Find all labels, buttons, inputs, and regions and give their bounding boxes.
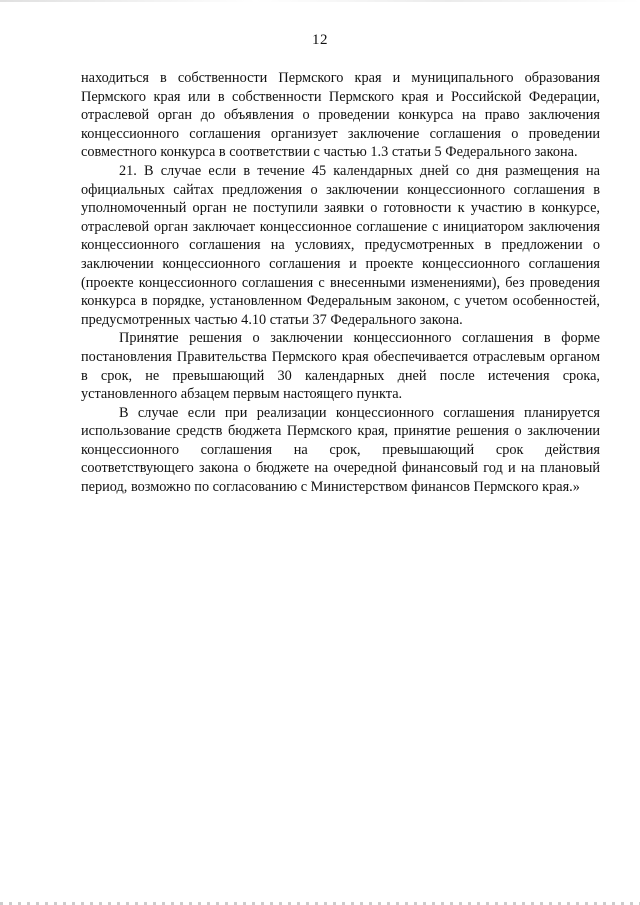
paragraph-decision: Принятие решения о заключении концессионного соглашения в форме постановления Правительства Пермского края обеспечивается отраслевым органом в срок, не превышающий 30 календарных дней после истечения срока, установленного абзацем первым настоящего пункта. (81, 330, 600, 403)
document-body (81, 69, 600, 497)
paragraph-budget: В случае если при реализации концессионного соглашения планируется использование средств бюджета Пермского края, принятие решения о заключении концессионного соглашения на срок, превышающий срок действия соответствующего закона о бюджете на очередной финансовый год и на плановый период, возможно по согласованию с Министерством финансов Пермского края.» (81, 404, 600, 496)
paragraph-item-21: 21. В случае если в течение 45 календарных дней со дня размещения на официальных сайтах предложения о заключении концессионного соглашения в уполномоченный орган не поступили заявки о готовности к участию в конкурсе, отраслевой орган заключает концессионное соглашение с инициатором заключения концессионного соглашения на условиях, предусмотренных в предложении о заключении концессионного соглашения и проекте концессионного соглашения (проекте концессионного соглашения с внесенными изменениями), без проведения конкурса в порядке, установленном Федеральным законом, с учетом особенностей, предусмотренных частью 4.10 статьи 37 Федерального закона. (81, 162, 600, 328)
scan-edge-top (0, 0, 640, 2)
page-number: 12 (312, 32, 328, 48)
paragraph-continuation: находиться в собственности Пермского края и муниципального образования Пермского края или в собственности Пермского края и Российской Федерации, отраслевой орган до объявления о проведении конкурса на право заключения концессионного соглашения организует заключение соглашения о проведении совместного конкурса в соответствии с частью 1.3 статьи 5 Федерального закона. (81, 70, 600, 161)
